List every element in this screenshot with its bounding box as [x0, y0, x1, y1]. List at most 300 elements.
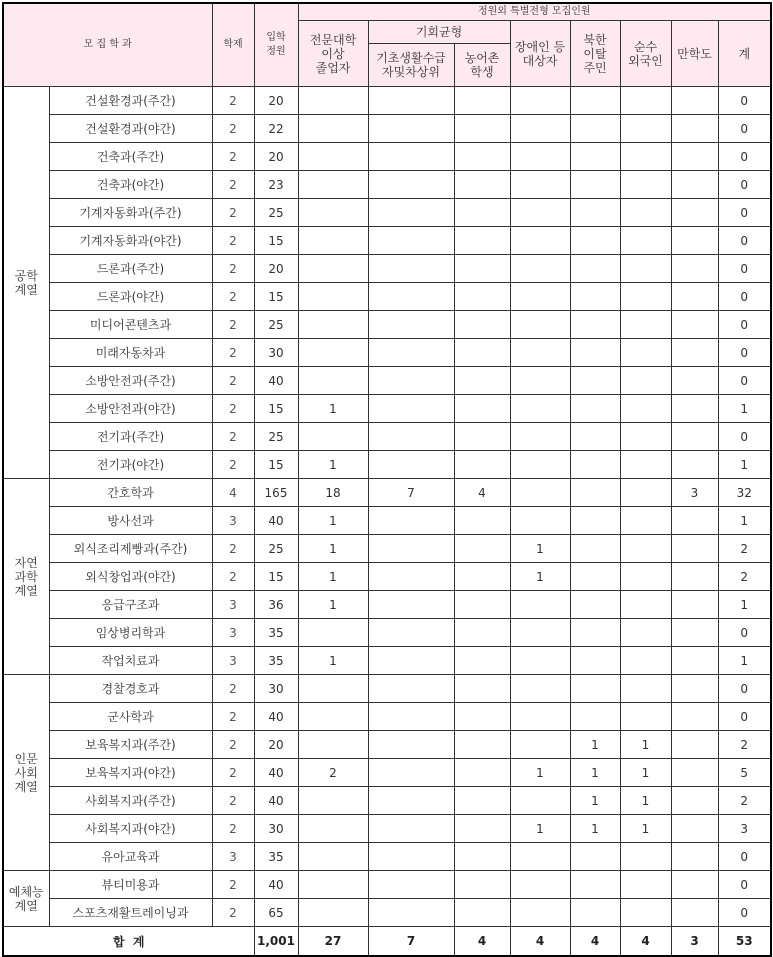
dept-name: 건설환경과(야간)	[49, 115, 212, 143]
cell-c4	[510, 395, 570, 423]
cell-c5	[570, 395, 620, 423]
cell-sum: 0	[718, 255, 771, 283]
cell-c2	[368, 227, 454, 255]
cell-sum: 0	[718, 703, 771, 731]
dept-name: 응급구조과	[49, 591, 212, 619]
cell-c6	[620, 255, 671, 283]
cell-c3	[454, 171, 510, 199]
cell-c5	[570, 899, 620, 927]
cell-c2	[368, 703, 454, 731]
cell-c2	[368, 619, 454, 647]
header-late: 만학도	[671, 21, 718, 87]
cell-c2	[368, 87, 454, 115]
dept-name: 경찰경호과	[49, 675, 212, 703]
cell-c3	[454, 367, 510, 395]
dept-name: 스포츠재활트레이닝과	[49, 899, 212, 927]
cell-c3	[454, 199, 510, 227]
cell-c6	[620, 339, 671, 367]
cell-c3	[454, 283, 510, 311]
cell-quota: 20	[254, 87, 298, 115]
table-row	[3, 703, 771, 731]
cell-c7	[671, 815, 718, 843]
cell-sum: 2	[718, 535, 771, 563]
dept-name: 보육복지과(주간)	[49, 731, 212, 759]
cell-c5	[570, 339, 620, 367]
cell-c2	[368, 871, 454, 899]
dept-name: 유아교육과	[49, 843, 212, 871]
cell-c2	[368, 787, 454, 815]
cell-sum: 0	[718, 619, 771, 647]
cell-c3	[454, 535, 510, 563]
cell-sum: 32	[718, 479, 771, 507]
dept-name: 기계자동화과(주간)	[49, 199, 212, 227]
cell-c5: 1	[570, 731, 620, 759]
cell-c2	[368, 255, 454, 283]
group-label: 예체능 계열	[3, 871, 49, 927]
cell-hakje: 3	[212, 507, 254, 535]
cell-c1: 1	[298, 535, 368, 563]
cell-hakje: 2	[212, 199, 254, 227]
cell-sum: 0	[718, 675, 771, 703]
cell-c3	[454, 115, 510, 143]
cell-quota: 40	[254, 759, 298, 787]
cell-c2	[368, 283, 454, 311]
cell-c5	[570, 367, 620, 395]
table-row	[3, 227, 771, 255]
cell-c1: 1	[298, 507, 368, 535]
cell-c5	[570, 647, 620, 675]
total-quota: 1,001	[254, 927, 298, 957]
cell-c3	[454, 87, 510, 115]
cell-c5	[570, 871, 620, 899]
table-row	[3, 563, 771, 591]
cell-c1: 2	[298, 759, 368, 787]
cell-c4	[510, 311, 570, 339]
cell-hakje: 2	[212, 815, 254, 843]
cell-c1: 1	[298, 647, 368, 675]
dept-name: 미디어콘텐츠과	[49, 311, 212, 339]
table-row	[3, 535, 771, 563]
header-disabled: 장애인 등 대상자	[510, 21, 570, 87]
cell-c6	[620, 115, 671, 143]
cell-c7	[671, 311, 718, 339]
cell-c1	[298, 899, 368, 927]
cell-c4	[510, 507, 570, 535]
cell-hakje: 4	[212, 479, 254, 507]
cell-c5	[570, 591, 620, 619]
cell-c3	[454, 339, 510, 367]
cell-c2	[368, 367, 454, 395]
cell-c1: 1	[298, 451, 368, 479]
cell-c1	[298, 787, 368, 815]
cell-c4	[510, 703, 570, 731]
header-special-title: 정원외 특별전형 모집인원	[298, 3, 771, 21]
cell-c6	[620, 311, 671, 339]
cell-c3	[454, 507, 510, 535]
cell-c6: 1	[620, 787, 671, 815]
cell-c6: 1	[620, 815, 671, 843]
cell-sum: 0	[718, 199, 771, 227]
cell-quota: 35	[254, 843, 298, 871]
table-row	[3, 143, 771, 171]
cell-c6	[620, 647, 671, 675]
cell-sum: 2	[718, 787, 771, 815]
cell-quota: 15	[254, 395, 298, 423]
cell-c6	[620, 423, 671, 451]
table-row	[3, 871, 771, 899]
cell-hakje: 2	[212, 339, 254, 367]
cell-c4	[510, 423, 570, 451]
cell-c7	[671, 899, 718, 927]
cell-hakje: 2	[212, 451, 254, 479]
cell-c4	[510, 339, 570, 367]
cell-sum: 2	[718, 731, 771, 759]
dept-name: 사회복지과(야간)	[49, 815, 212, 843]
table-row	[3, 339, 771, 367]
total-c4: 4	[510, 927, 570, 957]
cell-sum: 0	[718, 171, 771, 199]
header-farm: 농어촌 학생	[454, 44, 510, 87]
cell-c4	[510, 87, 570, 115]
table-row	[3, 759, 771, 787]
cell-c2	[368, 731, 454, 759]
cell-c3	[454, 759, 510, 787]
cell-c3	[454, 787, 510, 815]
cell-c6	[620, 199, 671, 227]
cell-hakje: 2	[212, 899, 254, 927]
cell-c6	[620, 871, 671, 899]
table-row	[3, 423, 771, 451]
cell-quota: 20	[254, 255, 298, 283]
cell-sum: 1	[718, 591, 771, 619]
cell-c1: 1	[298, 563, 368, 591]
cell-c3	[454, 143, 510, 171]
cell-c7	[671, 675, 718, 703]
total-c2: 7	[368, 927, 454, 957]
cell-sum: 0	[718, 843, 771, 871]
cell-c4	[510, 143, 570, 171]
cell-sum: 0	[718, 423, 771, 451]
cell-c7	[671, 367, 718, 395]
cell-c5	[570, 255, 620, 283]
cell-hakje: 2	[212, 395, 254, 423]
cell-c4	[510, 619, 570, 647]
cell-quota: 20	[254, 731, 298, 759]
cell-sum: 2	[718, 563, 771, 591]
cell-c2	[368, 171, 454, 199]
cell-c1	[298, 339, 368, 367]
cell-c1	[298, 283, 368, 311]
table-row	[3, 255, 771, 283]
group-label: 자연 과학 계열	[3, 479, 49, 675]
cell-hakje: 2	[212, 143, 254, 171]
dept-name: 전기과(야간)	[49, 451, 212, 479]
cell-c6	[620, 563, 671, 591]
header-quota: 입학 정원	[254, 3, 298, 87]
cell-c2	[368, 311, 454, 339]
cell-quota: 30	[254, 339, 298, 367]
cell-hakje: 2	[212, 535, 254, 563]
header-hakje: 학제	[212, 3, 254, 87]
cell-c4	[510, 367, 570, 395]
header-foreign: 순수 외국인	[620, 21, 671, 87]
total-c1: 27	[298, 927, 368, 957]
cell-c6	[620, 843, 671, 871]
cell-hakje: 2	[212, 787, 254, 815]
cell-c1	[298, 87, 368, 115]
cell-hakje: 2	[212, 311, 254, 339]
dept-name: 작업치료과	[49, 647, 212, 675]
cell-c5	[570, 507, 620, 535]
cell-c7	[671, 199, 718, 227]
cell-quota: 165	[254, 479, 298, 507]
cell-c6	[620, 171, 671, 199]
cell-c4	[510, 731, 570, 759]
cell-c6	[620, 675, 671, 703]
cell-c7	[671, 507, 718, 535]
dept-name: 외식창업과(야간)	[49, 563, 212, 591]
cell-c4	[510, 591, 570, 619]
table-row	[3, 591, 771, 619]
cell-c6	[620, 899, 671, 927]
cell-c5	[570, 87, 620, 115]
cell-c2	[368, 647, 454, 675]
cell-c1	[298, 871, 368, 899]
cell-c7	[671, 451, 718, 479]
header-opportunity: 기회균형	[368, 21, 510, 44]
cell-hakje: 2	[212, 367, 254, 395]
cell-hakje: 2	[212, 255, 254, 283]
cell-c3	[454, 619, 510, 647]
cell-c2	[368, 115, 454, 143]
cell-sum: 5	[718, 759, 771, 787]
dept-name: 소방안전과(야간)	[49, 395, 212, 423]
cell-c5	[570, 563, 620, 591]
cell-c3	[454, 227, 510, 255]
cell-c6	[620, 451, 671, 479]
group-label: 인문 사회 계열	[3, 675, 49, 871]
total-row	[3, 927, 771, 957]
cell-c5: 1	[570, 759, 620, 787]
cell-c2	[368, 591, 454, 619]
table-row	[3, 311, 771, 339]
cell-c6	[620, 227, 671, 255]
cell-c7	[671, 339, 718, 367]
table-row	[3, 199, 771, 227]
total-c3: 4	[454, 927, 510, 957]
cell-c1	[298, 619, 368, 647]
cell-c7	[671, 563, 718, 591]
cell-c7	[671, 787, 718, 815]
cell-c5	[570, 143, 620, 171]
cell-sum: 1	[718, 451, 771, 479]
cell-quota: 15	[254, 563, 298, 591]
dept-name: 전기과(주간)	[49, 423, 212, 451]
cell-sum: 0	[718, 899, 771, 927]
dept-name: 외식조리제빵과(주간)	[49, 535, 212, 563]
cell-c4: 1	[510, 535, 570, 563]
table-body	[3, 87, 771, 927]
cell-c4	[510, 675, 570, 703]
cell-c6	[620, 395, 671, 423]
cell-c2	[368, 815, 454, 843]
table-row	[3, 843, 771, 871]
cell-hakje: 3	[212, 843, 254, 871]
cell-sum: 0	[718, 311, 771, 339]
cell-sum: 0	[718, 339, 771, 367]
cell-c4	[510, 871, 570, 899]
table-row	[3, 647, 771, 675]
cell-c1: 1	[298, 395, 368, 423]
cell-c7	[671, 255, 718, 283]
cell-c5	[570, 283, 620, 311]
cell-sum: 1	[718, 647, 771, 675]
table-row	[3, 815, 771, 843]
cell-c7	[671, 283, 718, 311]
dept-name: 건축과(주간)	[49, 143, 212, 171]
cell-c5	[570, 479, 620, 507]
table-row	[3, 115, 771, 143]
cell-sum: 0	[718, 367, 771, 395]
cell-c7	[671, 731, 718, 759]
cell-hakje: 2	[212, 171, 254, 199]
dept-name: 방사선과	[49, 507, 212, 535]
cell-c5	[570, 619, 620, 647]
cell-quota: 30	[254, 675, 298, 703]
cell-c1	[298, 311, 368, 339]
cell-c1	[298, 199, 368, 227]
table-row	[3, 479, 771, 507]
group-label: 공학 계열	[3, 87, 49, 479]
dept-name: 보육복지과(야간)	[49, 759, 212, 787]
cell-sum: 0	[718, 115, 771, 143]
cell-quota: 40	[254, 871, 298, 899]
cell-c5	[570, 171, 620, 199]
cell-c2	[368, 507, 454, 535]
cell-c7	[671, 591, 718, 619]
table-row	[3, 731, 771, 759]
cell-c3	[454, 815, 510, 843]
cell-c1	[298, 171, 368, 199]
table-row	[3, 899, 771, 927]
cell-sum: 0	[718, 283, 771, 311]
cell-c1	[298, 367, 368, 395]
cell-c3	[454, 731, 510, 759]
cell-quota: 65	[254, 899, 298, 927]
cell-c4: 1	[510, 759, 570, 787]
dept-name: 뷰티미용과	[49, 871, 212, 899]
header-dept: 모 집 학 과	[3, 3, 212, 87]
cell-c6: 1	[620, 759, 671, 787]
dept-name: 사회복지과(주간)	[49, 787, 212, 815]
cell-c6	[620, 619, 671, 647]
cell-c7	[671, 115, 718, 143]
cell-c7	[671, 395, 718, 423]
cell-quota: 35	[254, 647, 298, 675]
cell-c7	[671, 843, 718, 871]
cell-c6	[620, 591, 671, 619]
cell-c1	[298, 143, 368, 171]
cell-c7	[671, 703, 718, 731]
cell-c5	[570, 311, 620, 339]
cell-c7	[671, 647, 718, 675]
table-row	[3, 171, 771, 199]
cell-quota: 20	[254, 143, 298, 171]
cell-c3	[454, 423, 510, 451]
cell-quota: 40	[254, 367, 298, 395]
cell-c1	[298, 115, 368, 143]
dept-name: 드론과(주간)	[49, 255, 212, 283]
cell-c2	[368, 899, 454, 927]
cell-quota: 36	[254, 591, 298, 619]
cell-c2	[368, 759, 454, 787]
cell-c2	[368, 339, 454, 367]
cell-hakje: 2	[212, 703, 254, 731]
table-row	[3, 87, 771, 115]
cell-c6	[620, 367, 671, 395]
dept-name: 드론과(야간)	[49, 283, 212, 311]
cell-c2: 7	[368, 479, 454, 507]
cell-c4	[510, 787, 570, 815]
cell-hakje: 2	[212, 423, 254, 451]
cell-hakje: 2	[212, 731, 254, 759]
cell-c5	[570, 115, 620, 143]
cell-c1	[298, 255, 368, 283]
cell-c2	[368, 843, 454, 871]
total-label: 합 계	[3, 927, 254, 957]
cell-c1	[298, 703, 368, 731]
table-row	[3, 787, 771, 815]
dept-name: 군사학과	[49, 703, 212, 731]
dept-name: 기계자동화과(야간)	[49, 227, 212, 255]
cell-hakje: 2	[212, 283, 254, 311]
cell-hakje: 2	[212, 871, 254, 899]
cell-c6	[620, 703, 671, 731]
cell-c4	[510, 199, 570, 227]
cell-sum: 0	[718, 871, 771, 899]
cell-sum: 3	[718, 815, 771, 843]
cell-quota: 40	[254, 703, 298, 731]
cell-quota: 15	[254, 227, 298, 255]
cell-hakje: 3	[212, 619, 254, 647]
cell-c7	[671, 871, 718, 899]
cell-c4	[510, 171, 570, 199]
admission-quota-table	[2, 2, 772, 957]
cell-c5	[570, 535, 620, 563]
cell-c4	[510, 255, 570, 283]
cell-c3	[454, 843, 510, 871]
cell-c1	[298, 815, 368, 843]
cell-quota: 25	[254, 199, 298, 227]
cell-quota: 15	[254, 451, 298, 479]
cell-c3	[454, 675, 510, 703]
cell-c4	[510, 283, 570, 311]
cell-c2	[368, 395, 454, 423]
cell-quota: 25	[254, 311, 298, 339]
dept-name: 건축과(야간)	[49, 171, 212, 199]
cell-c7	[671, 759, 718, 787]
table-row	[3, 675, 771, 703]
cell-c2	[368, 423, 454, 451]
cell-c4	[510, 115, 570, 143]
total-c7: 3	[671, 927, 718, 957]
cell-c3	[454, 563, 510, 591]
cell-c1	[298, 675, 368, 703]
total-sum: 53	[718, 927, 771, 957]
cell-quota: 22	[254, 115, 298, 143]
cell-c4: 1	[510, 563, 570, 591]
table-row	[3, 507, 771, 535]
